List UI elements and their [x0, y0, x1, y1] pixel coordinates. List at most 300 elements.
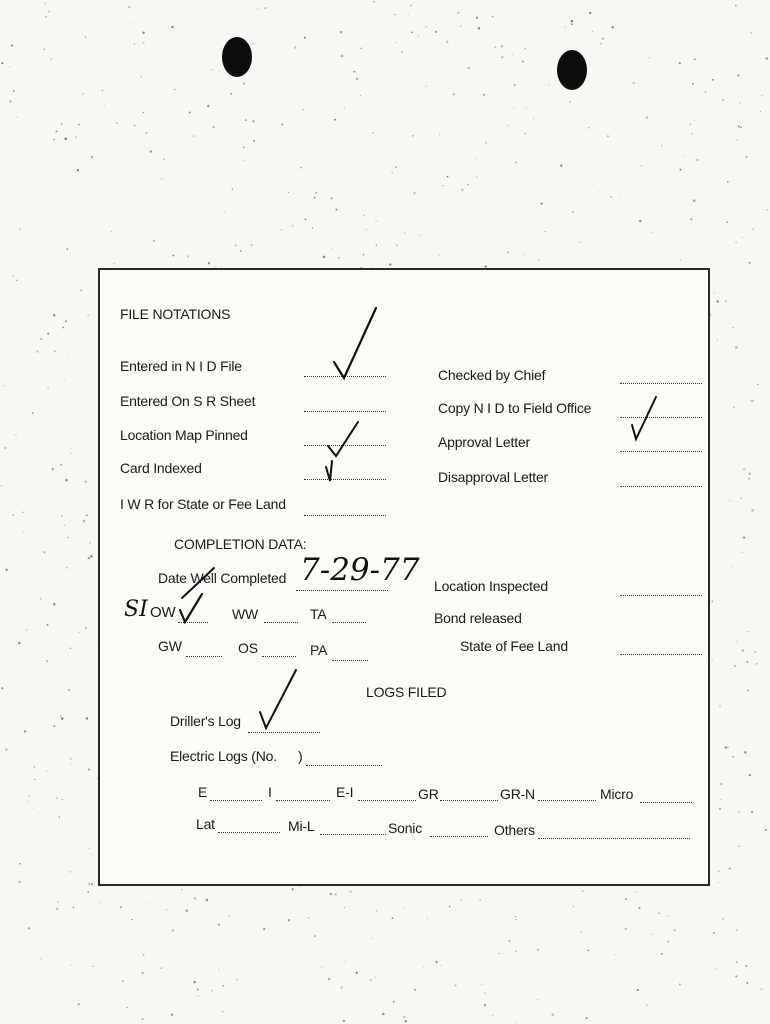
scan-speck: [46, 771, 47, 772]
scan-speck: [592, 31, 593, 32]
scan-speck: [308, 917, 309, 918]
scan-speck: [143, 954, 145, 956]
scan-speck: [40, 958, 42, 960]
scan-speck: [587, 950, 589, 952]
scan-speck: [145, 132, 147, 134]
scan-speck: [375, 220, 377, 222]
log-gr-label: GR: [418, 786, 439, 802]
date-completed-line: [296, 590, 388, 591]
scan-speck: [582, 890, 583, 891]
scan-speck: [425, 86, 427, 88]
scan-speck: [186, 910, 188, 912]
scan-speck: [68, 537, 70, 539]
log-micro-line: [640, 802, 692, 803]
scan-speck: [163, 158, 165, 160]
scan-speck: [189, 111, 191, 113]
scan-speck: [748, 478, 750, 480]
scan-speck: [153, 240, 155, 242]
scan-speck: [1, 279, 2, 280]
scan-speck: [253, 140, 255, 142]
scan-speck: [757, 384, 758, 385]
scan-speck: [334, 119, 336, 121]
scan-speck: [43, 48, 45, 50]
scan-speck: [751, 811, 753, 813]
scan-speck: [240, 250, 242, 252]
scan-speck: [146, 903, 147, 904]
scan-speck: [50, 58, 52, 60]
scan-speck: [104, 104, 105, 105]
scan-speck: [361, 48, 362, 49]
scan-speck: [512, 54, 513, 55]
scan-speck: [122, 980, 123, 981]
scan-speck: [404, 908, 405, 909]
scan-speck: [755, 651, 757, 653]
scan-speck: [111, 231, 112, 232]
scan-speck: [478, 27, 480, 29]
scan-speck: [101, 90, 103, 92]
scan-speck: [691, 133, 693, 135]
scan-speck: [599, 191, 600, 192]
scan-speck: [524, 48, 526, 50]
scan-speck: [752, 228, 754, 230]
scan-speck: [602, 38, 604, 40]
scan-speck: [415, 89, 416, 90]
scan-speck: [625, 928, 627, 930]
right-item-approval: Approval Letter: [438, 434, 530, 450]
scan-speck: [737, 74, 739, 76]
scan-speck: [150, 150, 152, 152]
scan-speck: [483, 94, 485, 96]
scan-speck: [572, 211, 573, 212]
scan-speck: [288, 919, 290, 921]
scan-speck: [114, 263, 115, 264]
scan-speck: [68, 354, 69, 355]
scan-speck: [44, 967, 45, 968]
scan-speck: [476, 158, 477, 159]
log-sonic-label: Sonic: [388, 820, 423, 836]
scan-speck: [58, 901, 59, 902]
scan-speck: [243, 160, 244, 161]
scan-speck: [88, 768, 90, 770]
check-mark-ow: [178, 592, 204, 624]
scan-speck: [26, 938, 27, 939]
scan-speck: [70, 871, 71, 872]
punch-hole-left: [222, 37, 252, 77]
scan-speck: [56, 797, 58, 799]
scan-speck: [281, 123, 283, 125]
scan-speck: [461, 189, 463, 191]
file-notations-card: [98, 268, 710, 886]
scan-speck: [760, 111, 761, 112]
scan-speck: [171, 26, 174, 29]
scan-speck: [330, 893, 333, 896]
scan-speck: [713, 932, 715, 934]
scan-speck: [141, 76, 142, 77]
scan-speck: [257, 8, 258, 9]
scan-speck: [218, 969, 219, 970]
scan-speck: [18, 881, 20, 883]
scan-speck: [222, 1011, 224, 1013]
left-item-location-map: Location Map Pinned: [120, 427, 248, 443]
scan-speck: [661, 953, 663, 955]
scan-speck: [64, 525, 65, 526]
scan-speck: [88, 557, 90, 559]
scan-speck: [61, 123, 63, 125]
electric-logs-label: Electric Logs (No.: [170, 748, 277, 764]
scan-speck: [83, 520, 86, 523]
scan-speck: [70, 758, 72, 760]
scan-speck: [142, 1018, 144, 1020]
log-lat-label: Lat: [196, 816, 215, 832]
scan-speck: [27, 801, 28, 802]
scan-speck: [560, 164, 562, 166]
log-ei-label: E-I: [336, 784, 354, 800]
scan-speck: [767, 209, 768, 210]
scan-speck: [232, 188, 233, 189]
scan-speck: [87, 891, 89, 893]
scan-speck: [47, 624, 49, 626]
scan-speck: [243, 82, 245, 84]
scan-speck: [174, 89, 175, 90]
log-i-line: [276, 800, 330, 801]
scan-speck: [65, 320, 67, 322]
scan-speck: [411, 31, 413, 33]
scan-speck: [133, 23, 134, 24]
scan-speck: [312, 227, 313, 228]
scan-speck: [633, 82, 635, 84]
disapproval-line: [620, 486, 702, 487]
log-lat-line: [218, 832, 280, 833]
scan-speck: [5, 748, 7, 750]
scan-speck: [36, 350, 38, 352]
scan-speck: [440, 965, 441, 966]
scan-speck: [766, 57, 769, 60]
scan-speck: [16, 280, 17, 281]
scan-speck: [60, 464, 62, 466]
scan-speck: [89, 542, 91, 544]
scan-speck: [751, 400, 753, 402]
state-or-fee-label: State of Fee Land: [460, 638, 568, 654]
scan-speck: [712, 659, 713, 660]
scan-speck: [52, 468, 54, 470]
scan-speck: [376, 910, 377, 911]
scan-speck: [726, 221, 728, 223]
scan-speck: [29, 796, 30, 797]
scan-speck: [193, 981, 196, 984]
scan-speck: [685, 155, 686, 156]
scan-speck: [11, 44, 13, 46]
scan-speck: [731, 567, 732, 568]
scan-speck: [426, 917, 427, 918]
scan-speck: [711, 601, 713, 603]
scan-speck: [4, 385, 6, 387]
scan-speck: [187, 255, 189, 257]
scan-speck: [692, 83, 694, 85]
location-inspected-line: [620, 595, 702, 596]
status-ww-line: [264, 622, 298, 623]
scan-speck: [208, 262, 210, 264]
scan-speck: [734, 665, 736, 667]
scan-speck: [738, 846, 740, 848]
scan-speck: [53, 603, 55, 605]
scan-speck: [600, 43, 602, 45]
scan-speck: [738, 126, 740, 128]
scan-speck: [213, 126, 215, 128]
scan-speck: [513, 108, 514, 109]
card-title: FILE NOTATIONS: [120, 306, 231, 322]
scan-speck: [401, 51, 403, 53]
scan-speck: [522, 61, 524, 63]
scan-speck: [716, 300, 719, 303]
scan-speck: [299, 886, 300, 887]
scan-speck: [725, 746, 727, 748]
scan-speck: [738, 811, 740, 813]
approval-line: [620, 451, 702, 452]
scan-speck: [92, 965, 94, 967]
scan-speck: [184, 86, 185, 87]
scan-speck: [161, 178, 162, 179]
status-gw-line: [186, 656, 222, 657]
scan-speck: [449, 906, 451, 908]
scan-speck: [453, 93, 455, 95]
scan-speck: [143, 42, 144, 43]
scan-speck: [526, 108, 527, 109]
scan-speck: [370, 979, 372, 981]
scan-speck: [34, 779, 35, 780]
scan-speck: [515, 162, 516, 163]
scan-speck: [720, 783, 722, 785]
scan-speck: [13, 515, 14, 516]
scan-speck: [26, 629, 27, 630]
scan-speck: [727, 747, 728, 748]
scan-speck: [86, 514, 88, 516]
scan-speck: [33, 766, 35, 768]
scan-speck: [365, 229, 366, 230]
checked-by-chief-line: [620, 383, 702, 384]
scan-speck: [252, 43, 254, 45]
scan-speck: [680, 259, 681, 260]
scan-speck: [64, 138, 67, 141]
scan-speck: [300, 167, 302, 169]
scan-speck: [507, 251, 509, 253]
status-pa-line: [332, 660, 368, 661]
location-inspected-label: Location Inspected: [434, 578, 548, 594]
scan-speck: [740, 126, 742, 128]
scan-speck: [265, 7, 267, 9]
scan-speck: [62, 327, 64, 329]
scan-speck: [716, 968, 717, 969]
scan-speck: [435, 31, 437, 33]
scan-speck: [423, 967, 425, 969]
scan-speck: [722, 99, 724, 101]
scan-speck: [636, 891, 637, 892]
scan-speck: [712, 79, 714, 81]
scan-speck: [263, 928, 265, 930]
scan-speck: [741, 498, 743, 500]
scan-speck: [637, 989, 639, 991]
right-item-checked-by-chief: Checked by Chief: [438, 367, 546, 383]
scan-speck: [414, 989, 416, 991]
status-ww-label: WW: [232, 606, 259, 622]
scan-speck: [719, 808, 721, 810]
scan-speck: [501, 45, 503, 47]
scan-speck: [194, 897, 197, 900]
scan-speck: [732, 327, 733, 328]
scan-speck: [116, 122, 117, 123]
scan-speck: [360, 95, 361, 96]
scan-speck: [372, 938, 373, 939]
scan-speck: [722, 918, 724, 920]
scan-speck: [54, 725, 56, 727]
scan-speck: [24, 730, 27, 733]
scan-speck: [68, 689, 71, 692]
scan-speck: [551, 1014, 553, 1016]
scan-speck: [638, 907, 640, 909]
scan-speck: [47, 333, 49, 335]
scan-speck: [537, 999, 538, 1000]
scan-speck: [744, 751, 747, 754]
scan-speck: [82, 93, 83, 94]
scan-speck: [718, 882, 719, 883]
scan-speck: [70, 647, 72, 649]
status-ow-label: OW: [150, 604, 176, 621]
scan-speck: [75, 136, 76, 137]
scan-speck: [420, 235, 421, 236]
scan-speck: [78, 1003, 80, 1005]
scan-speck: [499, 953, 500, 954]
scan-speck: [658, 913, 659, 914]
scan-speck: [43, 551, 46, 554]
scan-speck: [181, 889, 182, 890]
scan-speck: [58, 503, 59, 504]
scan-speck: [405, 1020, 407, 1022]
scan-speck: [615, 954, 616, 955]
scan-speck: [207, 105, 210, 108]
scan-speck: [328, 978, 330, 980]
scan-speck: [209, 940, 210, 941]
scan-speck: [85, 481, 87, 483]
left-item-iwr: I W R for State or Fee Land: [120, 496, 286, 512]
scan-speck: [45, 3, 46, 4]
scan-speck: [673, 929, 676, 932]
scan-speck: [747, 690, 749, 692]
check-mark-nid-file: [330, 304, 380, 384]
scan-speck: [442, 185, 443, 186]
scan-speck: [305, 218, 307, 220]
scan-speck: [91, 883, 93, 885]
drillers-log-label: Driller's Log: [170, 713, 241, 729]
scan-speck: [91, 556, 92, 557]
scan-speck: [197, 995, 199, 997]
check-mark-location-map: [326, 420, 366, 460]
scan-speck: [586, 1017, 588, 1019]
scan-speck: [28, 927, 30, 929]
scan-speck: [394, 14, 396, 16]
log-mil-line: [320, 834, 386, 835]
scan-speck: [228, 915, 230, 917]
scan-speck: [206, 899, 208, 901]
scan-speck: [760, 988, 762, 990]
scan-speck: [15, 434, 16, 435]
status-ta-line: [332, 622, 366, 623]
scan-speck: [571, 20, 573, 22]
scan-speck: [60, 715, 62, 717]
scan-speck: [696, 159, 698, 161]
scan-speck: [756, 663, 758, 665]
log-ei-line: [358, 800, 416, 801]
scan-speck: [694, 58, 696, 60]
scan-speck: [5, 569, 7, 571]
scan-speck: [340, 31, 343, 34]
log-others-line: [538, 838, 690, 839]
scan-speck: [742, 649, 744, 651]
scan-speck: [733, 756, 734, 757]
scan-speck: [735, 346, 738, 349]
scan-speck: [565, 26, 566, 27]
scan-speck: [291, 225, 293, 227]
left-item-sr-sheet: Entered On S R Sheet: [120, 393, 256, 409]
scan-speck: [484, 992, 485, 993]
scan-speck: [515, 919, 516, 920]
scan-speck: [304, 37, 306, 39]
scan-speck: [457, 12, 459, 14]
scan-speck: [245, 119, 247, 121]
scan-speck: [321, 966, 323, 968]
scan-speck: [349, 890, 352, 893]
scan-speck: [460, 899, 461, 900]
scan-speck: [484, 1004, 486, 1006]
scan-speck: [515, 950, 517, 952]
scan-speck: [646, 116, 648, 118]
scan-speck: [751, 509, 754, 512]
scan-speck: [762, 95, 763, 96]
scan-speck: [73, 907, 74, 908]
scan-speck: [71, 448, 72, 449]
scan-speck: [99, 902, 100, 903]
scan-speck: [619, 193, 620, 194]
scan-speck: [142, 31, 144, 33]
scan-speck: [729, 868, 731, 870]
scan-speck: [53, 314, 55, 316]
scan-speck: [9, 67, 10, 68]
scan-speck: [751, 32, 753, 34]
scan-speck: [343, 1020, 345, 1022]
state-or-fee-line: [620, 654, 702, 655]
scan-speck: [740, 102, 741, 103]
scan-speck: [588, 127, 590, 129]
scan-speck: [292, 888, 294, 890]
scan-speck: [70, 965, 71, 966]
scan-speck: [720, 799, 721, 800]
log-e-label: E: [198, 784, 208, 800]
scan-speck: [507, 125, 508, 126]
scan-speck: [54, 139, 55, 140]
scan-speck: [20, 871, 21, 872]
scan-speck: [32, 808, 33, 809]
scan-speck: [737, 139, 738, 140]
scan-speck: [197, 989, 199, 991]
log-micro-label: Micro: [600, 786, 634, 802]
completion-heading: COMPLETION DATA:: [174, 536, 307, 552]
sr-sheet-line: [304, 411, 386, 412]
scan-speck: [725, 300, 727, 302]
scan-speck: [96, 1002, 97, 1003]
check-mark-card-indexed: [322, 455, 362, 485]
scan-speck: [128, 6, 130, 8]
scan-speck: [572, 906, 574, 908]
scan-speck: [479, 900, 480, 901]
scan-speck: [729, 500, 730, 501]
